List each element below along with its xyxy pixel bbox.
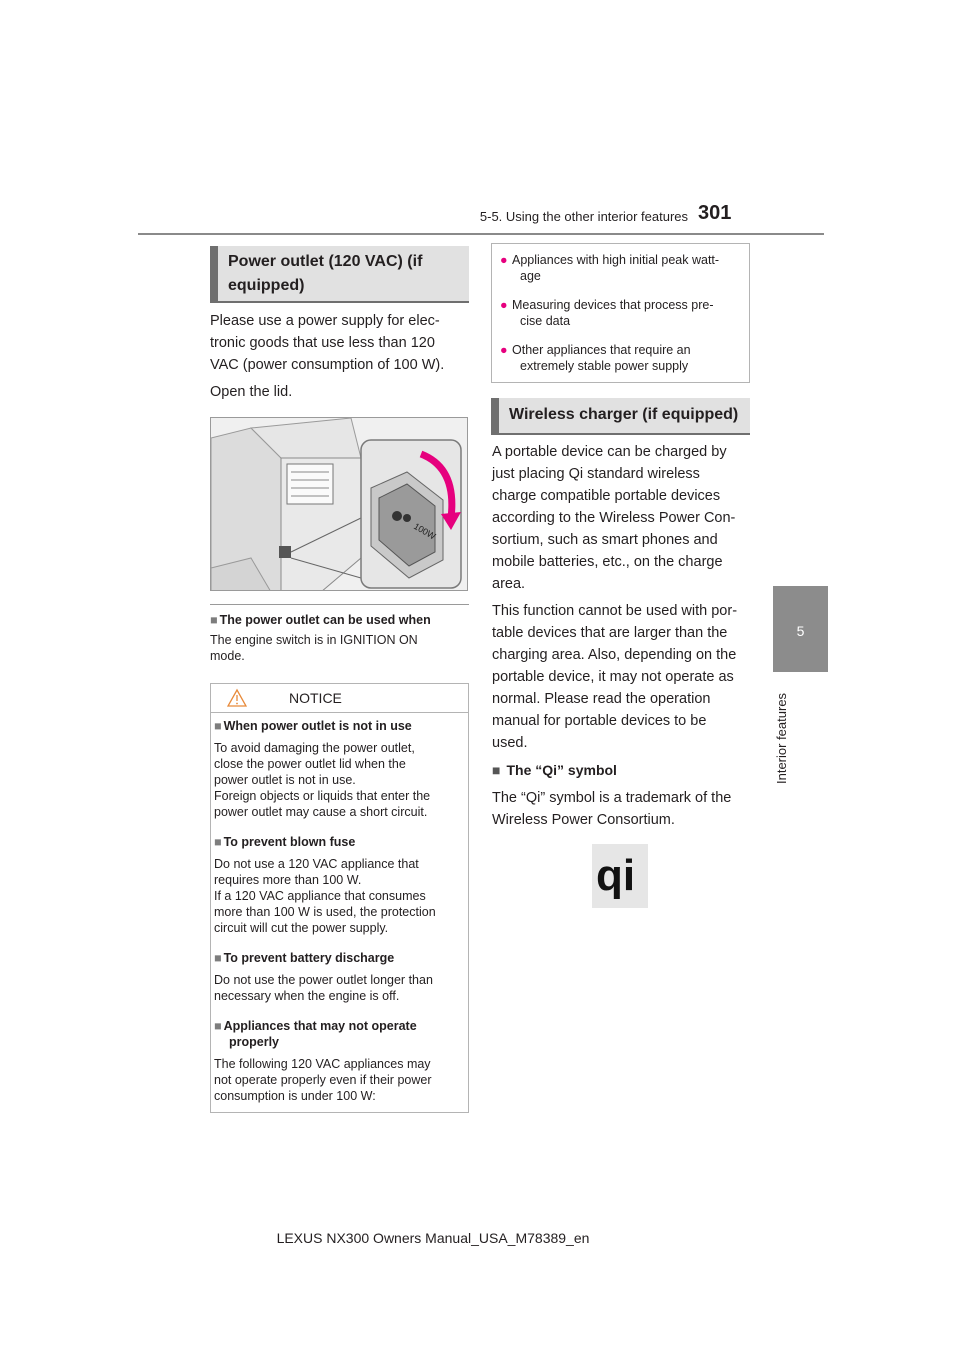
paragraph-line: charge compatible portable devices <box>492 488 721 504</box>
square-bullet-icon: ■ <box>214 835 222 849</box>
chapter-label <box>772 680 792 784</box>
bullet-item <box>500 252 719 284</box>
notice-line: If a 120 VAC appliance that consumes <box>214 889 426 903</box>
power-outlet-heading-line2: equipped) <box>228 277 305 294</box>
power-outlet-heading <box>210 246 469 303</box>
notice-line: Do not use the power outlet longer than <box>214 973 433 987</box>
square-bullet-icon: ■ <box>210 613 218 627</box>
notice-line: circuit will cut the power supply. <box>214 921 389 935</box>
warning-triangle-icon <box>227 688 247 708</box>
notice-item-heading-text: To prevent battery discharge <box>223 951 395 965</box>
intro-line: tronic goods that use less than 120 <box>210 335 435 351</box>
outlet-wattage-label: 100W <box>412 521 438 542</box>
qi-logo <box>592 844 648 908</box>
power-outlet-heading-line1: Power outlet (120 VAC) (if <box>228 253 423 270</box>
square-bullet-icon: ■ <box>214 951 222 965</box>
paragraph-line: This function cannot be used with por- <box>492 603 738 619</box>
paragraph-line: manual for portable devices to be <box>492 713 707 729</box>
appliance-bullet-box <box>491 243 750 383</box>
section-divider <box>210 604 469 605</box>
bullet-line: Appliances with high initial peak watt- <box>512 253 720 267</box>
notice-item-body <box>214 972 468 1004</box>
notice-line: necessary when the engine is off. <box>214 989 400 1003</box>
square-bullet-icon: ■ <box>492 762 501 778</box>
notice-line: Foreign objects or liquids that enter the <box>214 789 431 803</box>
qi-symbol-heading <box>492 759 617 781</box>
notice-line: power outlet is not in use. <box>214 773 356 787</box>
chapter-number: 5 <box>796 623 805 639</box>
power-outlet-intro <box>210 310 472 376</box>
notice-item-body <box>214 856 468 936</box>
paragraph-line: A portable device can be charged by <box>492 444 727 460</box>
intro-line: VAC (power consumption of 100 W). <box>210 357 445 373</box>
notice-item-heading-text: When power outlet is not in use <box>223 719 412 733</box>
paragraph-line: charging area. Also, depending on the <box>492 647 737 663</box>
running-header: 5-5. Using the other interior features <box>479 209 688 224</box>
chapter-tab <box>773 586 828 672</box>
paragraph-line: used. <box>492 735 528 751</box>
notice-line: Do not use a 120 VAC appliance that <box>214 857 419 871</box>
notice-item-heading-text: Appliances that may not operate <box>223 1019 417 1033</box>
wireless-para-2 <box>492 600 754 754</box>
notice-line: close the power outlet lid when the <box>214 757 406 771</box>
usable-when-line: mode. <box>210 649 245 663</box>
qi-logo-mark <box>592 844 648 908</box>
bullet-line: cise data <box>520 314 571 328</box>
footer-text: LEXUS NX300 Owners Manual_USA_M78389_en <box>276 1230 590 1246</box>
paragraph-line: normal. Please read the operation <box>492 691 711 707</box>
header-rule <box>138 233 824 235</box>
square-bullet-icon: ■ <box>214 1019 222 1033</box>
power-outlet-illustration <box>210 417 468 591</box>
notice-line: requires more than 100 W. <box>214 873 362 887</box>
open-lid-instruction: Open the lid. <box>210 384 293 400</box>
bullet-line: age <box>520 269 541 283</box>
chapter-label-text: Interior features <box>774 692 789 784</box>
notice-line: power outlet may cause a short circuit. <box>214 805 428 819</box>
paragraph-line: The “Qi” symbol is a trademark of the <box>492 790 732 806</box>
bullet-line: Other appliances that require an <box>512 343 691 357</box>
notice-item-heading-text: properly <box>229 1035 280 1049</box>
notice-box <box>210 683 469 1113</box>
square-bullet-icon: ■ <box>214 719 222 733</box>
usable-when-heading-text: The power outlet can be used when <box>219 613 431 627</box>
paragraph-line: table devices that are larger than the <box>492 625 728 641</box>
paragraph-line: Wireless Power Consortium. <box>492 812 675 828</box>
usable-when-line: The engine switch is in IGNITION ON <box>210 633 418 647</box>
bullet-dot-icon: ● <box>500 298 508 312</box>
qi-logo-text: qi <box>596 851 636 900</box>
notice-line: The following 120 VAC appliances may <box>214 1057 431 1071</box>
console-illustration <box>211 418 468 591</box>
notice-item-heading <box>214 718 412 734</box>
page-number: 301 <box>698 202 732 224</box>
notice-item-heading <box>214 950 394 966</box>
qi-symbol-heading-text: The “Qi” symbol <box>506 762 617 778</box>
usable-when-heading <box>210 612 431 628</box>
notice-header <box>211 684 468 713</box>
notice-line: not operate properly even if their power <box>214 1073 432 1087</box>
bullet-item <box>500 297 713 329</box>
bullet-line: extremely stable power supply <box>520 359 689 373</box>
bullet-item <box>500 342 691 374</box>
notice-line: more than 100 W is used, the protection <box>214 905 436 919</box>
notice-line: consumption is under 100 W: <box>214 1089 376 1103</box>
qi-symbol-text <box>492 787 754 831</box>
bullet-dot-icon: ● <box>500 253 508 267</box>
paragraph-line: portable device, it may not operate as <box>492 669 734 685</box>
bullet-dot-icon: ● <box>500 343 508 357</box>
intro-line: Please use a power supply for elec- <box>210 313 440 329</box>
bullet-line: Measuring devices that process pre- <box>512 298 714 312</box>
notice-item-heading <box>214 834 355 850</box>
paragraph-line: mobile batteries, etc., on the charge <box>492 554 723 570</box>
notice-item-heading-text: To prevent blown fuse <box>223 835 356 849</box>
notice-line: To avoid damaging the power outlet, <box>214 741 415 755</box>
wireless-charger-heading: Wireless charger (if equipped) <box>491 398 750 435</box>
paragraph-line: just placing Qi standard wireless <box>492 466 700 482</box>
paragraph-line: according to the Wireless Power Con- <box>492 510 736 526</box>
paragraph-line: sortium, such as smart phones and <box>492 532 718 548</box>
notice-item-body <box>214 1056 468 1104</box>
notice-item-heading <box>214 1018 417 1050</box>
usable-when-text <box>210 632 472 664</box>
paragraph-line: area. <box>492 576 526 592</box>
notice-label: NOTICE <box>289 690 342 706</box>
notice-item-body <box>214 740 468 820</box>
wireless-para-1 <box>492 441 754 595</box>
page-footer <box>0 1230 960 1246</box>
